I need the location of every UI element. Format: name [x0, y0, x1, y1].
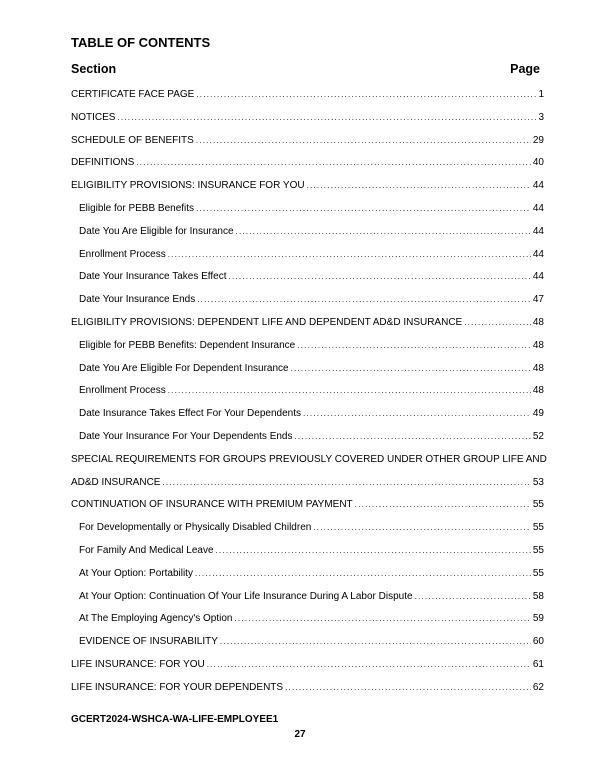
toc-entry-page: 55 — [532, 499, 544, 511]
dot-leader — [307, 175, 531, 198]
toc-entry-title: LIFE INSURANCE: FOR YOU — [71, 658, 205, 670]
toc-entry[interactable] — [71, 289, 544, 312]
dot-leader — [234, 608, 530, 631]
dot-leader — [291, 358, 531, 381]
toc-entry-title: NOTICES — [71, 111, 116, 123]
toc-entry-page: 48 — [532, 362, 544, 374]
toc-entry-page: 48 — [532, 316, 544, 328]
dot-leader — [197, 289, 531, 312]
toc-entry[interactable] — [71, 175, 544, 198]
dot-leader — [168, 380, 531, 403]
toc-entry-title: At Your Option: Continuation Of Your Life Insurance During A Labor Dispute — [79, 590, 413, 602]
toc-entry-page: 49 — [532, 408, 544, 420]
dot-leader — [285, 677, 531, 700]
toc-entry-title: Date You Are Eligible for Insurance — [79, 225, 234, 237]
page-column-header: Page — [510, 62, 540, 76]
dot-leader — [297, 335, 531, 358]
toc-entry-title: SCHEDULE OF BENEFITS — [71, 134, 194, 146]
toc-entry-page: 44 — [532, 225, 544, 237]
toc-entry-title: At Your Option: Portability — [79, 567, 193, 579]
dot-leader — [294, 426, 530, 449]
toc-entry-title: LIFE INSURANCE: FOR YOUR DEPENDENTS — [71, 681, 284, 693]
toc-entry-title: CERTIFICATE FACE PAGE — [71, 89, 195, 100]
toc-entry-title: Date Your Insurance Takes Effect — [79, 271, 227, 283]
toc-entry-page: 40 — [532, 157, 544, 169]
dot-leader — [195, 563, 531, 586]
dot-leader — [216, 540, 531, 563]
toc-entry[interactable] — [71, 631, 544, 654]
dot-leader — [196, 84, 536, 107]
toc-entry-title: ELIGIBILITY PROVISIONS: INSURANCE FOR YOU — [71, 180, 305, 192]
toc-entry-title: Date Your Insurance Ends — [79, 294, 196, 306]
dot-leader — [207, 654, 531, 677]
toc-entry-title: DEFINITIONS — [71, 157, 135, 169]
dot-leader — [303, 403, 531, 426]
toc-entry[interactable] — [71, 517, 544, 540]
toc-entry-page: 55 — [532, 522, 544, 534]
dot-leader — [220, 631, 531, 654]
footer-page-number: 27 — [294, 729, 306, 740]
dot-leader — [229, 266, 531, 289]
toc-entry[interactable] — [71, 426, 544, 449]
footer-document-code: GCERT2024-WSHCA-WA-LIFE-EMPLOYEE1 — [71, 714, 279, 725]
toc-entry[interactable] — [71, 608, 544, 631]
toc-entry-title: Enrollment Process — [79, 385, 166, 397]
toc-entry[interactable] — [71, 677, 544, 700]
toc-entry-title: Date Insurance Takes Effect For Your Dependents — [79, 408, 301, 420]
toc-entry-page: 60 — [532, 636, 544, 648]
toc-entry[interactable] — [71, 654, 544, 677]
toc-entry-page: 53 — [532, 476, 544, 488]
toc-entry[interactable] — [71, 266, 544, 289]
toc-entry-page: 48 — [532, 339, 544, 351]
toc-entry-title: Eligible for PEBB Benefits: Dependent Insurance — [79, 339, 296, 351]
toc-entry[interactable] — [71, 540, 544, 563]
toc-title: TABLE OF CONTENTS — [71, 35, 211, 50]
toc-entry[interactable] — [71, 335, 544, 358]
toc-entry[interactable] — [71, 152, 544, 175]
dot-leader — [196, 198, 531, 221]
toc-entry[interactable] — [71, 84, 544, 107]
toc-entry-page: 44 — [532, 180, 544, 192]
toc-entry-page: 44 — [532, 202, 544, 214]
toc-entry-page: 29 — [532, 134, 544, 146]
dot-leader — [236, 221, 531, 244]
toc-entry[interactable] — [71, 380, 544, 403]
toc-entry-page: 47 — [532, 294, 544, 306]
toc-entry[interactable] — [71, 130, 544, 153]
dot-leader — [136, 152, 531, 175]
toc-entry-title: At The Employing Agency's Option — [79, 613, 233, 625]
toc-entry[interactable] — [71, 198, 544, 221]
dot-leader — [313, 517, 531, 540]
toc-entry[interactable] — [71, 449, 547, 472]
toc-entry[interactable] — [71, 472, 544, 495]
toc-entry-title: Date Your Insurance For Your Dependents Ends — [79, 430, 293, 442]
toc-entry[interactable] — [71, 403, 544, 426]
toc-entry-page: 59 — [532, 613, 544, 625]
toc-entry[interactable] — [71, 312, 544, 335]
dot-leader — [355, 494, 531, 517]
toc-entry-page: 3 — [538, 111, 544, 123]
toc-entry-title: For Developmentally or Physically Disabled Children — [79, 522, 312, 534]
toc-entry[interactable] — [71, 494, 544, 517]
toc-entry-page: 55 — [532, 567, 544, 579]
toc-entry-page: 48 — [532, 385, 544, 397]
toc-entry-page: 44 — [532, 271, 544, 283]
dot-leader — [168, 244, 531, 267]
toc-entry-title: ELIGIBILITY PROVISIONS: DEPENDENT LIFE AND DEPENDENT AD&D INSURANCE — [71, 316, 463, 328]
toc-entry-title: EVIDENCE OF INSURABILITY — [79, 636, 218, 648]
dot-leader — [117, 107, 536, 130]
dot-leader — [162, 472, 530, 495]
toc-entry-page: 44 — [532, 248, 544, 260]
toc-entry[interactable] — [71, 244, 544, 267]
section-column-header: Section — [71, 62, 117, 76]
toc-entry-page: 61 — [532, 658, 544, 670]
toc-entry-page: 62 — [532, 681, 544, 693]
toc-entry-page: 52 — [532, 430, 544, 442]
toc-entry[interactable] — [71, 107, 544, 130]
toc-entry-title: Enrollment Process — [79, 248, 166, 260]
toc-entry-page: 1 — [538, 89, 544, 100]
dot-leader — [464, 312, 531, 335]
dot-leader — [196, 130, 531, 153]
toc-entry-page: 58 — [532, 590, 544, 602]
toc-entry-title: CONTINUATION OF INSURANCE WITH PREMIUM PAYMENT — [71, 499, 353, 511]
dot-leader — [415, 586, 531, 609]
toc-list — [71, 84, 547, 700]
toc-entry-title: For Family And Medical Leave — [79, 544, 214, 556]
toc-entry[interactable] — [71, 586, 544, 609]
toc-entry[interactable] — [71, 221, 544, 244]
toc-entry[interactable] — [71, 358, 544, 381]
toc-entry[interactable] — [71, 563, 544, 586]
toc-entry-title: Eligible for PEBB Benefits — [79, 202, 195, 214]
toc-entry-title: SPECIAL REQUIREMENTS FOR GROUPS PREVIOUSLY COVERED UNDER OTHER GROUP LIFE AND — [71, 453, 547, 465]
toc-entry-title: AD&D INSURANCE — [71, 476, 161, 488]
toc-entry-title: Date You Are Eligible For Dependent Insurance — [79, 362, 289, 374]
toc-entry-page: 55 — [532, 544, 544, 556]
